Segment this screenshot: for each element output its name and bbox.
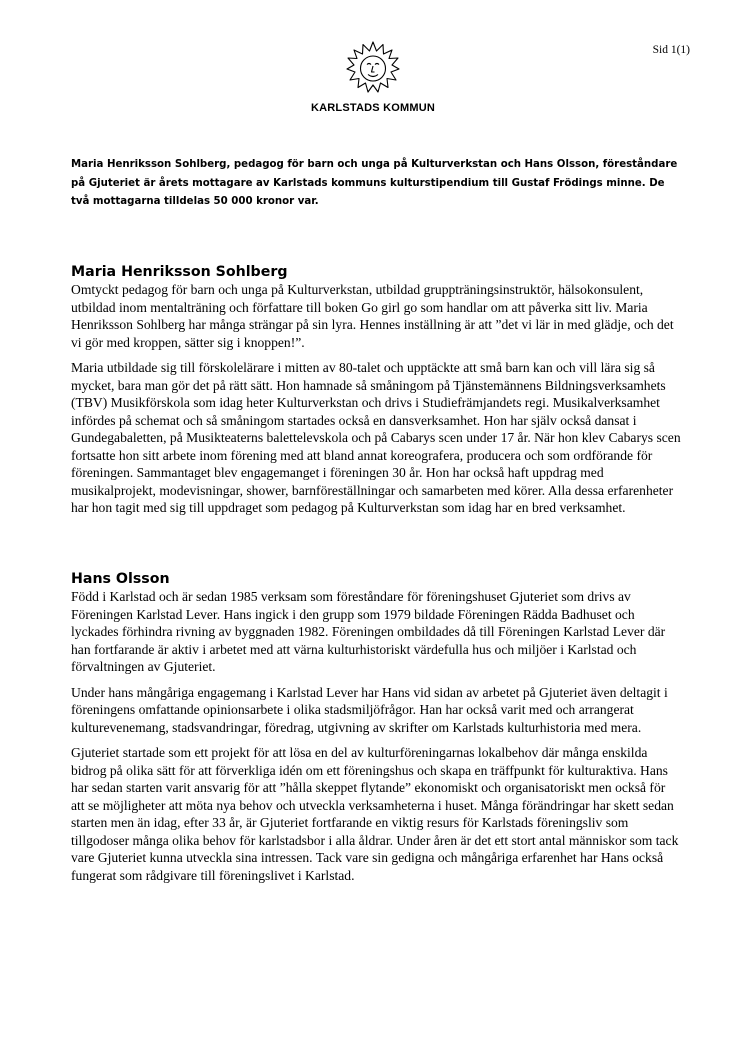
paragraph: Under hans mångåriga engagemang i Karlstad Lever har Hans vid sidan av arbetet på Gjuteriet även deltagit i föreningens omfattande opinionsarbete i olika stadsmiljöfrågor. Han har också varit med och arrangerat kulturevenemang, stadsvandringar, föredrag, utgivning av skrifter om Karlstads kulturhistoria med mera. [71,684,668,735]
paragraph: Född i Karlstad och är sedan 1985 verksam som föreståndare för föreningshuset Gjuteriet som drivs av Föreningen Karlstad Lever. Hans ingick i den grupp som 1979 bildade Föreningen Rädda Badhuset och lyckades förhindra rivning av byggnaden 1982. Föreningen ombildades då till Föreningen Karlstad Lever där han fortfarande är aktiv i arbetet med att värna kulturhistoriskt värdefulla hus och miljöer i Karlstad och förvaltningen av Gjuteriet. [71,589,666,674]
section-heading: Hans Olsson [71,571,170,587]
header-logo [0,40,746,114]
organization-name: KARLSTADS KOMMUN [311,102,435,114]
section-maria [71,263,681,525]
paragraph: Gjuteriet startade som ett projekt för att lösa en del av kulturföreningarnas lokalbehov där många enskilda bidrog på olika sätt för att förverkliga idén om ett föreningshus och skapa en träffpunkt för kulturaktiva. Hans har sedan starten varit ansvarig för att ”hålla skeppet flytande” ekonomiskt och organisatoriskt men också för att se möjligheter att möta nya behov och utveckla verksamheterna i huset. Många förändringar har skett sedan starten men än idag, efter 33 år, är Gjuteriet fortfarande en viktig resurs för Karlstads föreningsliv som tillgodoser många olika behov för karlstadsbor i alla åldrar. Under åren är det ett stort antal människor som tack vare Gjuteriet kunna utveckla sina intressen. Tack vare sin gedigna och mångåriga erfarenhet har Hans också fungerat som rådgivare till föreningslivet i Karlstad. [71,745,679,883]
paragraph: Maria utbildade sig till förskolelärare i mitten av 80-talet och upptäckte att små barn kan och vill lära sig så mycket, bara man gör det på rätt sätt. Hon hamnade så småningom på Tjänstemännens Bildningsverksamhets (TBV) Musikförskola som idag heter Kulturverkstan och drivs i Studiefrämjandets regi. Musikalverksamhet infördes på schemat och så småningom startades också en dansverksamhet. Hon har själv också dansat i Gundegabaletten, på Musikteaterns balettelevskola och på Cabarys scen under 17 år. När hon klev Cabarys scen fortsatte hon sitt arbete inom förening med att bland annat koreografera, producera och som ordförande för föreningen. Sammantaget blev engagemanget i föreningen 30 år. Hon har också haft uppdrag med musikalprojekt, modevisningar, shower, barnföreställningar och samarbeten med körer. Alla dessa erfarenheter har hon tagit med sig till uppdraget som pedagog på Kulturverkstan som idag har en bred verksamhet. [71,360,681,515]
paragraph: Omtyckt pedagog för barn och unga på Kulturverkstan, utbildad gruppträningsinstruktör, hälsokonsulent, utbildad inom mentalträning och författare till boken Go girl go som handlar om att påverka sitt liv. Maria Henriksson Sohlberg har många strängar på sin lyra. Hennes inställning är att ”det vi lär in med glädje, och det vi gör med kroppen, sätter sig i knoppen!”. [71,282,674,350]
section-heading: Maria Henriksson Sohlberg [71,264,288,280]
page-number: Sid 1(1) [652,44,690,56]
intro-summary: Maria Henriksson Sohlberg, pedagog för barn och unga på Kulturverkstan och Hans Olsson, föreståndare på Gjuteriet är årets mottagare av Karlstads kommuns kulturstipendium till Gustaf Frödings minne. De två mottagarna tilldelas 50 000 kronor var. [71,159,678,207]
section-hans [71,570,681,892]
sun-face-logo-icon [345,40,401,96]
